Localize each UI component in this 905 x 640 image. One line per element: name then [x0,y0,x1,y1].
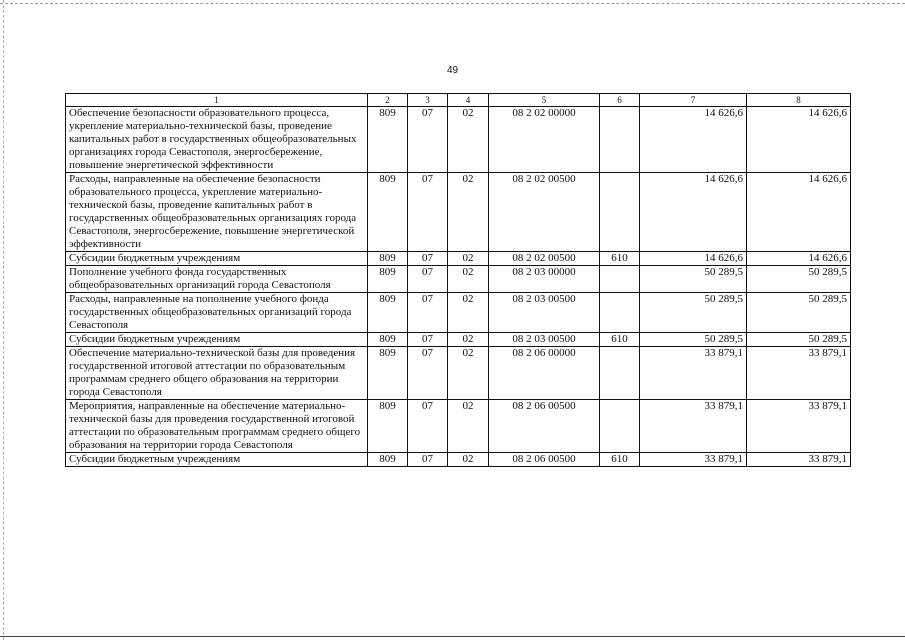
scan-edge-top [0,3,905,4]
col8-amount: 14 626,6 [747,252,851,266]
table-row [66,252,851,266]
col7-amount: 33 879,1 [640,347,747,400]
col6-expense-type [600,266,640,293]
col2-code: 809 [368,173,408,252]
col8-amount: 14 626,6 [747,107,851,173]
col8-amount: 50 289,5 [747,293,851,333]
col5-target-code: 08 2 03 00500 [489,333,600,347]
page-number: 49 [446,65,459,76]
col5-target-code: 08 2 02 00000 [489,107,600,173]
col2-code: 809 [368,107,408,173]
col7-amount: 33 879,1 [640,453,747,467]
row-name: Расходы, направленные на пополнение учебного фонда государственных общеобразовательных организаций города Севастополя [66,293,368,333]
col7-amount: 14 626,6 [640,107,747,173]
row-name: Обеспечение материально-технической базы для проведения государственной итоговой аттестации по образовательным программам среднего общего образования на территории города Севастополя [66,347,368,400]
col4-subsection: 02 [448,333,489,347]
col3-section: 07 [408,347,448,400]
col3-section: 07 [408,266,448,293]
header-col-5: 5 [489,94,600,107]
col2-code: 809 [368,293,408,333]
table-row [66,453,851,467]
col7-amount: 50 289,5 [640,266,747,293]
col2-code: 809 [368,333,408,347]
col7-amount: 50 289,5 [640,293,747,333]
col3-section: 07 [408,400,448,453]
table-row [66,266,851,293]
col2-code: 809 [368,252,408,266]
col3-section: 07 [408,453,448,467]
col2-code: 809 [368,453,408,467]
col2-code: 809 [368,266,408,293]
table-row [66,400,851,453]
col4-subsection: 02 [448,252,489,266]
row-name: Субсидии бюджетным учреждениям [66,252,368,266]
col3-section: 07 [408,173,448,252]
header-col-1: 1 [66,94,368,107]
col6-expense-type [600,400,640,453]
budget-table [65,93,851,467]
col7-amount: 33 879,1 [640,400,747,453]
col6-expense-type: 610 [600,333,640,347]
table-row [66,173,851,252]
col6-expense-type [600,107,640,173]
col3-section: 07 [408,107,448,173]
col5-target-code: 08 2 03 00500 [489,293,600,333]
col4-subsection: 02 [448,293,489,333]
col6-expense-type: 610 [600,252,640,266]
row-name: Субсидии бюджетным учреждениям [66,333,368,347]
row-name: Обеспечение безопасности образовательного процесса, укрепление материально-технической базы, проведение капитальных работ в государственных общеобразовательных организациях города Севастополя, энергосбережение, повышение энергетической эффективности [66,107,368,173]
col4-subsection: 02 [448,453,489,467]
table-row [66,333,851,347]
header-col-7: 7 [640,94,747,107]
col8-amount: 50 289,5 [747,266,851,293]
col5-target-code: 08 2 02 00500 [489,252,600,266]
header-col-8: 8 [747,94,851,107]
col8-amount: 50 289,5 [747,333,851,347]
col5-target-code: 08 2 03 00000 [489,266,600,293]
table-row [66,347,851,400]
col5-target-code: 08 2 06 00500 [489,400,600,453]
col7-amount: 50 289,5 [640,333,747,347]
col5-target-code: 08 2 06 00000 [489,347,600,400]
col7-amount: 14 626,6 [640,173,747,252]
header-col-6: 6 [600,94,640,107]
scan-edge-left [3,0,4,640]
col5-target-code: 08 2 06 00500 [489,453,600,467]
scan-edge-bottom [0,636,905,637]
row-name: Пополнение учебного фонда государственных общеобразовательных организаций города Севастополя [66,266,368,293]
table-row [66,293,851,333]
col7-amount: 14 626,6 [640,252,747,266]
col2-code: 809 [368,400,408,453]
col2-code: 809 [368,347,408,400]
header-row [66,94,851,107]
col4-subsection: 02 [448,400,489,453]
col6-expense-type [600,293,640,333]
col8-amount: 14 626,6 [747,173,851,252]
col6-expense-type: 610 [600,453,640,467]
col8-amount: 33 879,1 [747,347,851,400]
col4-subsection: 02 [448,266,489,293]
col4-subsection: 02 [448,107,489,173]
header-col-2: 2 [368,94,408,107]
row-name: Субсидии бюджетным учреждениям [66,453,368,467]
col3-section: 07 [408,252,448,266]
col3-section: 07 [408,293,448,333]
header-col-3: 3 [408,94,448,107]
col3-section: 07 [408,333,448,347]
col8-amount: 33 879,1 [747,400,851,453]
header-col-4: 4 [448,94,489,107]
col6-expense-type [600,347,640,400]
col5-target-code: 08 2 02 00500 [489,173,600,252]
col6-expense-type [600,173,640,252]
row-name: Расходы, направленные на обеспечение безопасности образовательного процесса, укрепление материально-технической базы, проведение капитальных работ в государственных общеобразовательных организациях города Севастополя, энергосбережение, повышение энергетической эффективности [66,173,368,252]
row-name: Мероприятия, направленные на обеспечение материально-технической базы для проведения государственной итоговой аттестации по образовательным программам среднего общего образования на территории города Севастополя [66,400,368,453]
col8-amount: 33 879,1 [747,453,851,467]
col4-subsection: 02 [448,347,489,400]
table-row [66,107,851,173]
col4-subsection: 02 [448,173,489,252]
